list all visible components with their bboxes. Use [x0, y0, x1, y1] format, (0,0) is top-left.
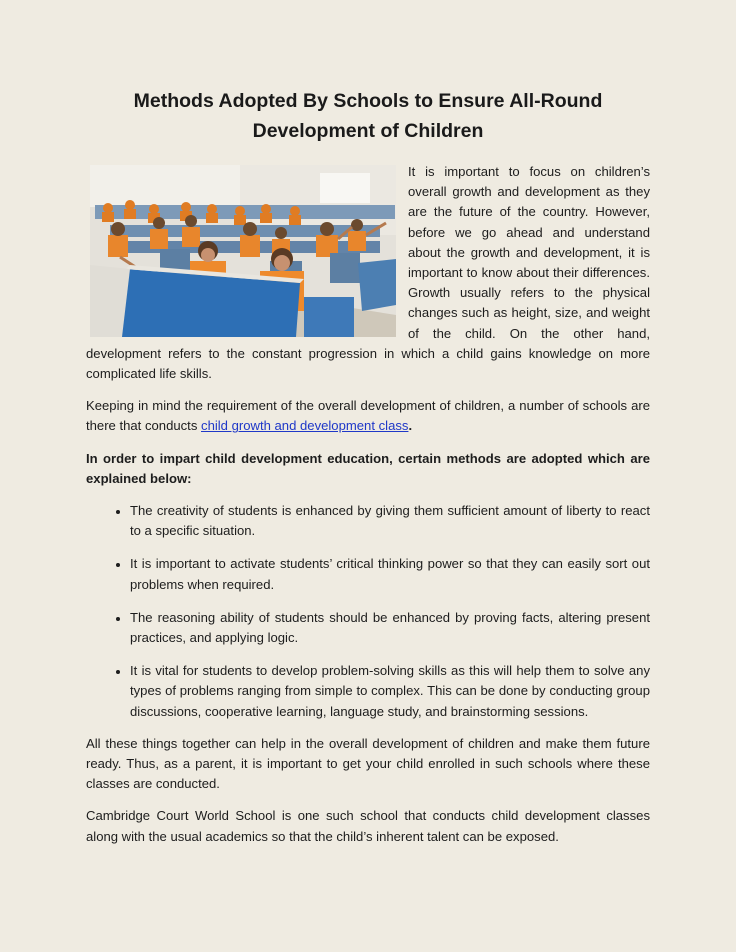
list-item: • It is vital for students to develop problem-solving skills as this will help them to solve any types of problems ranging from simple to complex. This can be done by conducting group discussions, cooperative learning, language study, and brainstorming sessions. [130, 661, 650, 722]
document-page [86, 86, 650, 859]
child-development-class-link[interactable]: child growth and development class [201, 418, 409, 434]
methods-heading: In order to impart child development education, certain methods are adopted which are explained below: [86, 450, 650, 486]
title-line-1: Methods Adopted By Schools to Ensure All-Round [133, 90, 603, 112]
list-item: • It is important to activate students’ critical thinking power so that they can easily sort out problems when required. [130, 554, 650, 594]
title-line-2: Development of Children [252, 120, 484, 142]
intro-paragraph: It is important to focus on children’s overall growth and development as they are the future of the country. However, before we go ahead and understand about the growth and development, it is important to know about their differences. Growth usually refers to the physical changes such as height, size, and weight of the child. On the other hand, development refers to the constant progression in which a child gains knowledge on more complicated life skills. [86, 164, 650, 382]
requirements-paragraph [86, 396, 650, 436]
requirements-period: . [408, 418, 413, 434]
school-paragraph: Cambridge Court World School is one such school that conducts child development classes along with the usual academics so that the child’s inherent talent can be exposed. [86, 808, 650, 844]
methods-list [86, 501, 650, 722]
summary-paragraph: All these things together can help in the overall development of children and make them future ready. Thus, as a parent, it is important to get your child enrolled in such schools where these classes are conducted. [86, 735, 650, 792]
document-title [86, 86, 650, 146]
classroom-photo [90, 165, 396, 337]
requirements-text: Keeping in mind the requirement of the overall development of children, a number of schools are there that conducts [86, 398, 650, 434]
list-item: • The reasoning ability of students should be enhanced by proving facts, altering present practices, and applying logic. [130, 608, 650, 648]
list-item: • The creativity of students is enhanced by giving them sufficient amount of liberty to react to a specific situation. [130, 501, 650, 541]
